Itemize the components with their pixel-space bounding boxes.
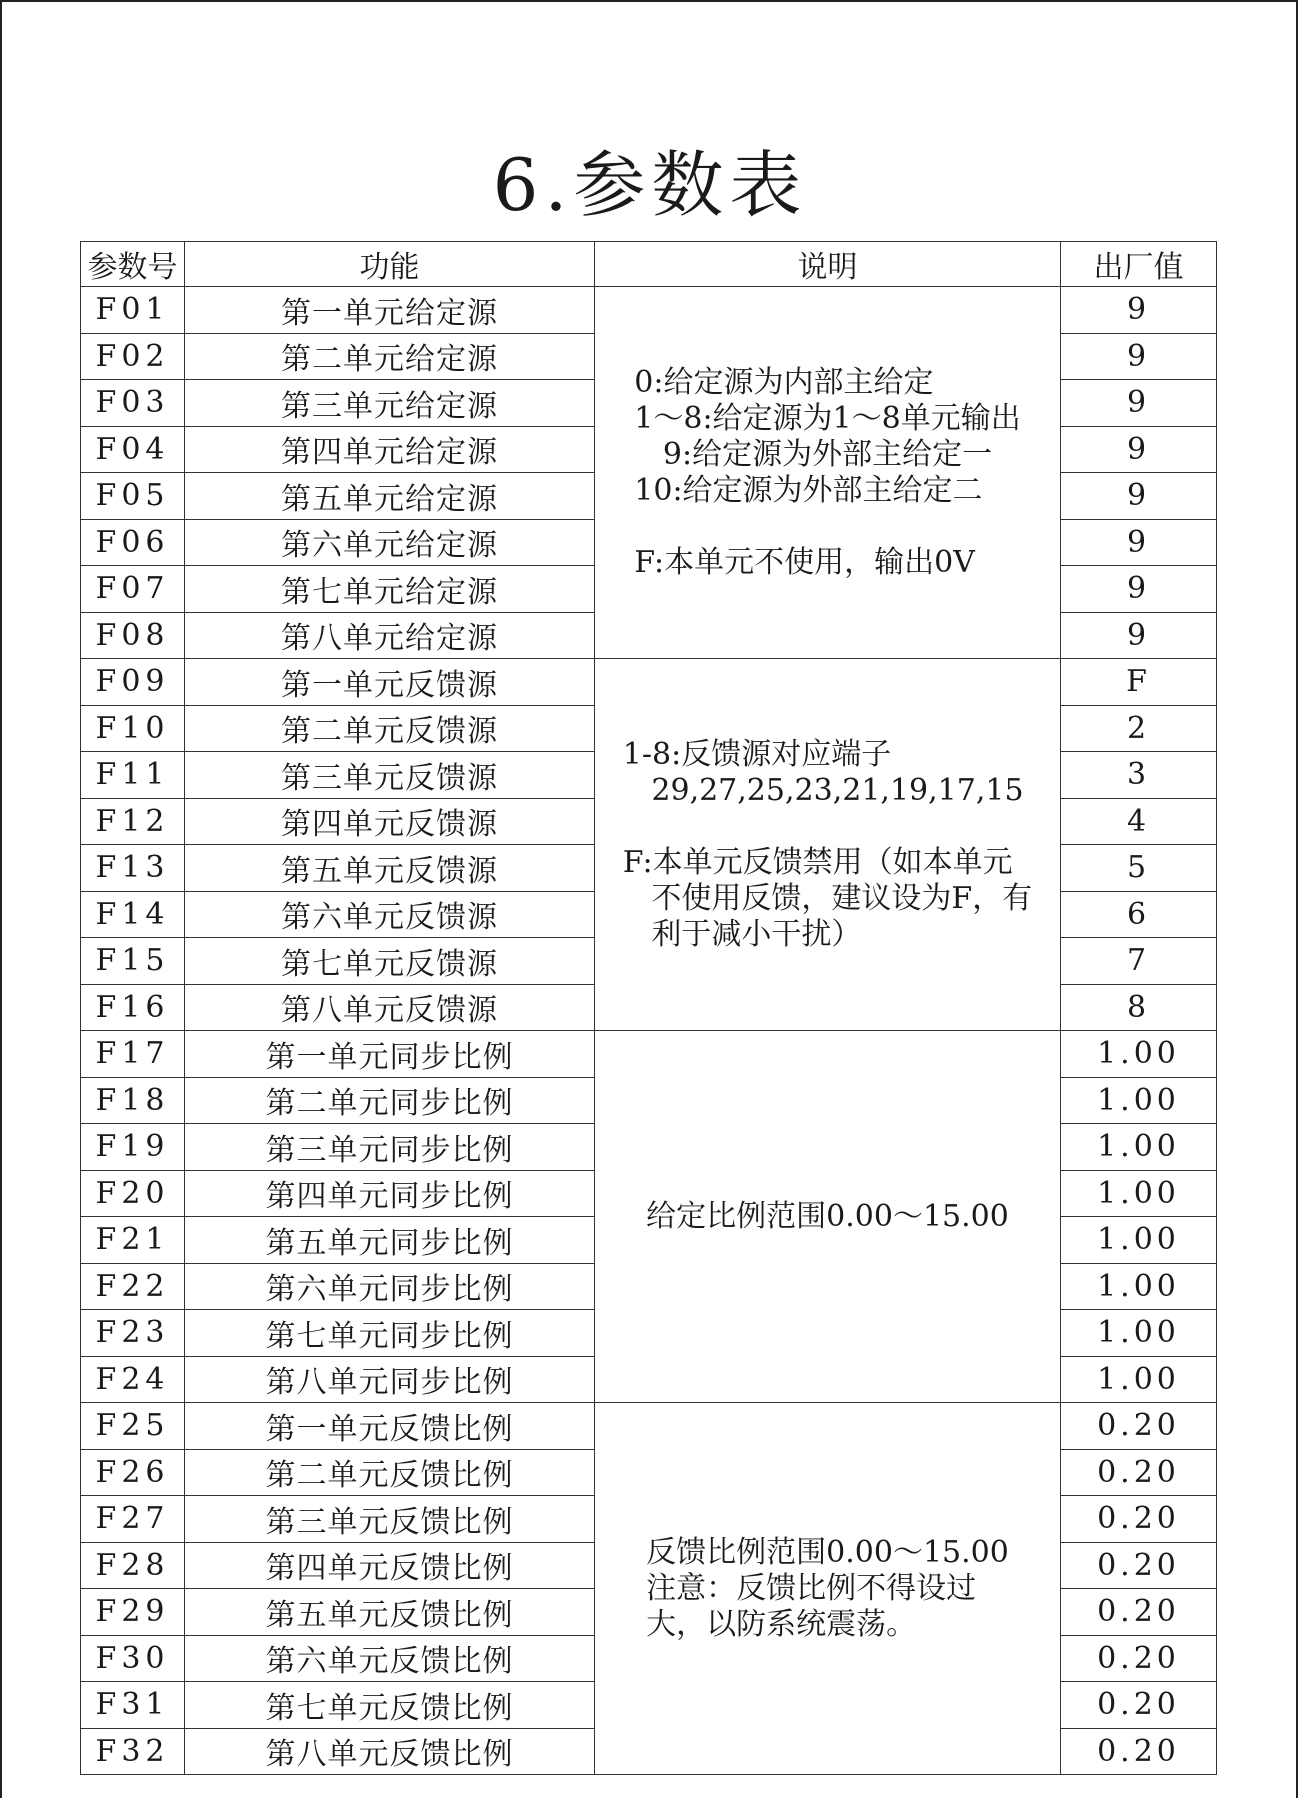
param-default: 6: [1061, 891, 1217, 938]
param-default: 1.00: [1061, 1263, 1217, 1310]
param-function: 第二单元反馈源: [185, 705, 595, 752]
param-code: F10: [81, 705, 185, 752]
description-text: [646, 1535, 1009, 1643]
param-default: 4: [1061, 798, 1217, 845]
param-default: 1.00: [1061, 1310, 1217, 1357]
description-line: 利于减小干扰）: [622, 916, 862, 952]
header-function: 功能: [185, 242, 595, 287]
param-code: F30: [81, 1635, 185, 1682]
description-line: 大，以防系统震荡。: [646, 1606, 917, 1642]
param-default: 0.20: [1061, 1728, 1217, 1775]
param-function: 第三单元同步比例: [185, 1124, 595, 1171]
param-code: F03: [81, 380, 185, 427]
param-code: F17: [81, 1031, 185, 1078]
param-function: 第八单元给定源: [185, 612, 595, 659]
description-line: 反馈比例范围0.00～15.00: [646, 1534, 1009, 1570]
param-default: 0.20: [1061, 1682, 1217, 1729]
param-default: 9: [1061, 519, 1217, 566]
description-line: [623, 809, 1032, 845]
param-function: 第六单元同步比例: [185, 1263, 595, 1310]
description-line: F:本单元不使用，输出0V: [634, 544, 975, 580]
param-function: 第四单元给定源: [185, 426, 595, 473]
param-function: 第六单元反馈比例: [185, 1635, 595, 1682]
param-function: 第一单元反馈比例: [185, 1403, 595, 1450]
param-default: 0.20: [1061, 1589, 1217, 1636]
param-code: F07: [81, 566, 185, 613]
param-default: 9: [1061, 426, 1217, 473]
param-default: 0.20: [1061, 1542, 1217, 1589]
param-function: 第七单元反馈源: [185, 938, 595, 985]
param-description: [595, 287, 1061, 659]
param-default: 8: [1061, 984, 1217, 1031]
param-function: 第七单元反馈比例: [185, 1682, 595, 1729]
description-line: 9:给定源为外部主给定一: [634, 436, 993, 472]
header-description: 说明: [595, 242, 1061, 287]
param-code: F28: [81, 1542, 185, 1589]
table-row: [81, 659, 1217, 706]
param-function: 第六单元给定源: [185, 519, 595, 566]
param-code: F02: [81, 333, 185, 380]
param-code: F04: [81, 426, 185, 473]
param-function: 第八单元同步比例: [185, 1356, 595, 1403]
param-default: 9: [1061, 333, 1217, 380]
table-body: [81, 287, 1217, 1775]
param-function: 第五单元给定源: [185, 473, 595, 520]
param-code: F11: [81, 752, 185, 799]
description-line: F:本单元反馈禁用（如本单元: [622, 844, 1013, 880]
description-text: [646, 1199, 1009, 1235]
param-code: F01: [81, 287, 185, 334]
param-function: 第二单元同步比例: [185, 1077, 595, 1124]
param-code: F18: [81, 1077, 185, 1124]
param-function: 第四单元同步比例: [185, 1170, 595, 1217]
param-default: 9: [1061, 380, 1217, 427]
param-code: F20: [81, 1170, 185, 1217]
param-default: 0.20: [1061, 1496, 1217, 1543]
param-code: F27: [81, 1496, 185, 1543]
param-default: 1.00: [1061, 1124, 1217, 1171]
param-default: 7: [1061, 938, 1217, 985]
param-default: 2: [1061, 705, 1217, 752]
param-code: F25: [81, 1403, 185, 1450]
param-code: F08: [81, 612, 185, 659]
param-default: 1.00: [1061, 1217, 1217, 1264]
param-code: F15: [81, 938, 185, 985]
param-code: F31: [81, 1682, 185, 1729]
param-default: 0.20: [1061, 1635, 1217, 1682]
param-function: 第二单元给定源: [185, 333, 595, 380]
description-line: 0:给定源为内部主给定: [634, 364, 934, 400]
param-function: 第八单元反馈源: [185, 984, 595, 1031]
param-function: 第五单元反馈比例: [185, 1589, 595, 1636]
param-description: [595, 659, 1061, 1031]
param-function: 第三单元反馈比例: [185, 1496, 595, 1543]
param-code: F06: [81, 519, 185, 566]
param-default: 1.00: [1061, 1077, 1217, 1124]
param-description: [595, 1031, 1061, 1403]
param-function: 第五单元同步比例: [185, 1217, 595, 1264]
page-title: 6.参数表: [492, 143, 808, 227]
table-row: [81, 1031, 1217, 1078]
param-default: 0.20: [1061, 1403, 1217, 1450]
param-function: 第三单元给定源: [185, 380, 595, 427]
param-code: F26: [81, 1449, 185, 1496]
header-default: 出厂值: [1061, 242, 1217, 287]
description-text: [634, 365, 1020, 581]
param-default: 3: [1061, 752, 1217, 799]
param-function: 第五单元反馈源: [185, 845, 595, 892]
param-code: F05: [81, 473, 185, 520]
param-code: F24: [81, 1356, 185, 1403]
param-function: 第七单元同步比例: [185, 1310, 595, 1357]
table-row: [81, 287, 1217, 334]
param-default: 1.00: [1061, 1356, 1217, 1403]
param-code: F12: [81, 798, 185, 845]
description-text: [623, 737, 1032, 953]
param-default: 1.00: [1061, 1031, 1217, 1078]
description-line: 10:给定源为外部主给定二: [634, 472, 983, 508]
table-header-row: [81, 242, 1217, 287]
param-function: 第八单元反馈比例: [185, 1728, 595, 1775]
description-line: 1-8:反馈源对应端子: [622, 736, 892, 772]
param-description: [595, 1403, 1061, 1775]
param-function: 第三单元反馈源: [185, 752, 595, 799]
description-line: 1～8:给定源为1～8单元输出: [634, 400, 1021, 436]
description-line: 注意：反馈比例不得设过: [646, 1570, 977, 1606]
param-code: F23: [81, 1310, 185, 1357]
param-function: 第一单元给定源: [185, 287, 595, 334]
param-default: F: [1061, 659, 1217, 706]
param-function: 第四单元反馈比例: [185, 1542, 595, 1589]
param-default: 9: [1061, 566, 1217, 613]
param-code: F29: [81, 1589, 185, 1636]
table-row: [81, 1403, 1217, 1450]
param-code: F09: [81, 659, 185, 706]
param-default: 9: [1061, 473, 1217, 520]
param-code: F32: [81, 1728, 185, 1775]
param-function: 第二单元反馈比例: [185, 1449, 595, 1496]
param-code: F22: [81, 1263, 185, 1310]
header-code: 参数号: [81, 242, 185, 287]
description-line: 29,27,25,23,21,19,17,15: [622, 772, 1024, 808]
description-line: 给定比例范围0.00～15.00: [646, 1198, 1009, 1234]
param-default: 9: [1061, 612, 1217, 659]
description-line: 不使用反馈，建议设为F，有: [622, 880, 1033, 916]
param-code: F16: [81, 984, 185, 1031]
param-function: 第六单元反馈源: [185, 891, 595, 938]
param-code: F21: [81, 1217, 185, 1264]
param-default: 9: [1061, 287, 1217, 334]
param-function: 第四单元反馈源: [185, 798, 595, 845]
param-function: 第一单元同步比例: [185, 1031, 595, 1078]
param-default: 1.00: [1061, 1170, 1217, 1217]
param-code: F19: [81, 1124, 185, 1171]
parameter-table: [80, 241, 1217, 1775]
param-default: 0.20: [1061, 1449, 1217, 1496]
description-line: [634, 509, 1020, 545]
param-function: 第七单元给定源: [185, 566, 595, 613]
param-function: 第一单元反馈源: [185, 659, 595, 706]
param-default: 5: [1061, 845, 1217, 892]
param-code: F13: [81, 845, 185, 892]
param-code: F14: [81, 891, 185, 938]
